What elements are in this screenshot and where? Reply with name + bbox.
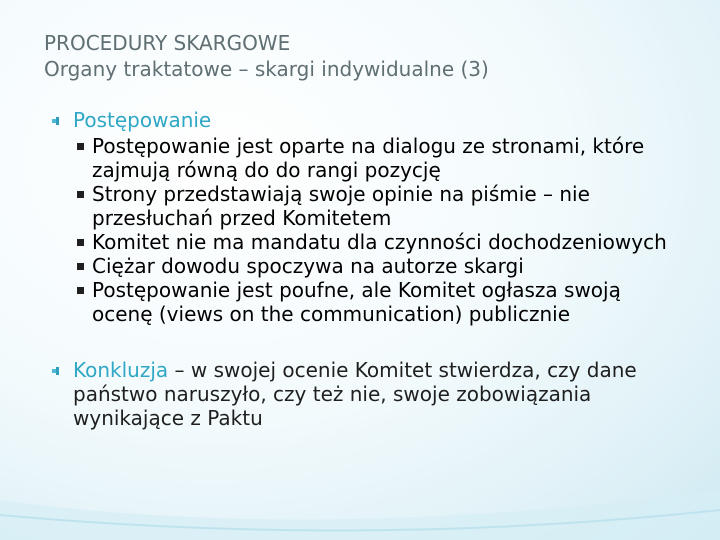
list-item-text: Postępowanie jest poufne, ale Komitet ogłasza swoją ocenę (views on the communication) publicznie <box>92 278 621 326</box>
list-item <box>0 134 672 182</box>
list-item <box>0 230 672 254</box>
section-postepowanie <box>0 108 720 326</box>
section-heading <box>0 108 673 132</box>
section-text <box>0 358 673 430</box>
square-bullet-icon <box>77 263 84 270</box>
square-bullet-icon <box>77 287 84 294</box>
slide-title <box>44 30 684 82</box>
square-bullet-icon <box>77 143 84 150</box>
section-konkluzja <box>0 358 720 430</box>
list-item-text: Komitet nie ma mandatu dla czynności dochodzeniowych <box>92 230 667 254</box>
list-item-text: Ciężar dowodu spoczywa na autorze skargi <box>92 254 524 278</box>
spacer <box>0 326 720 358</box>
square-bullet-icon <box>77 191 84 198</box>
konkluzja-text: – w swojej ocenie Komitet stwierdza, czy dane państwo naruszyło, czy też nie, swoje zobowiązania wynikające z Paktu <box>73 358 637 430</box>
title-line-1: PROCEDURY SKARGOWE <box>44 31 291 55</box>
list-item <box>0 254 672 278</box>
list-item <box>0 278 672 326</box>
list-item-text: Postępowanie jest oparte na dialogu ze stronami, które zajmują równą do do rangi pozycję <box>92 134 645 182</box>
slide-body <box>0 108 720 430</box>
bullet-icon <box>52 117 60 125</box>
bullet-icon <box>52 367 60 375</box>
square-bullet-icon <box>77 239 84 246</box>
heading-konkluzja: Konkluzja <box>73 358 169 382</box>
sub-list <box>0 134 720 326</box>
list-item <box>0 182 672 230</box>
title-line-2: Organy traktatowe – skargi indywidualne (3) <box>44 57 489 81</box>
wave-decoration <box>0 430 720 540</box>
list-item-text: Strony przedstawiają swoje opinie na piśmie – nie przesłuchań przed Komitetem <box>92 182 590 230</box>
heading-postepowanie: Postępowanie <box>73 108 212 132</box>
